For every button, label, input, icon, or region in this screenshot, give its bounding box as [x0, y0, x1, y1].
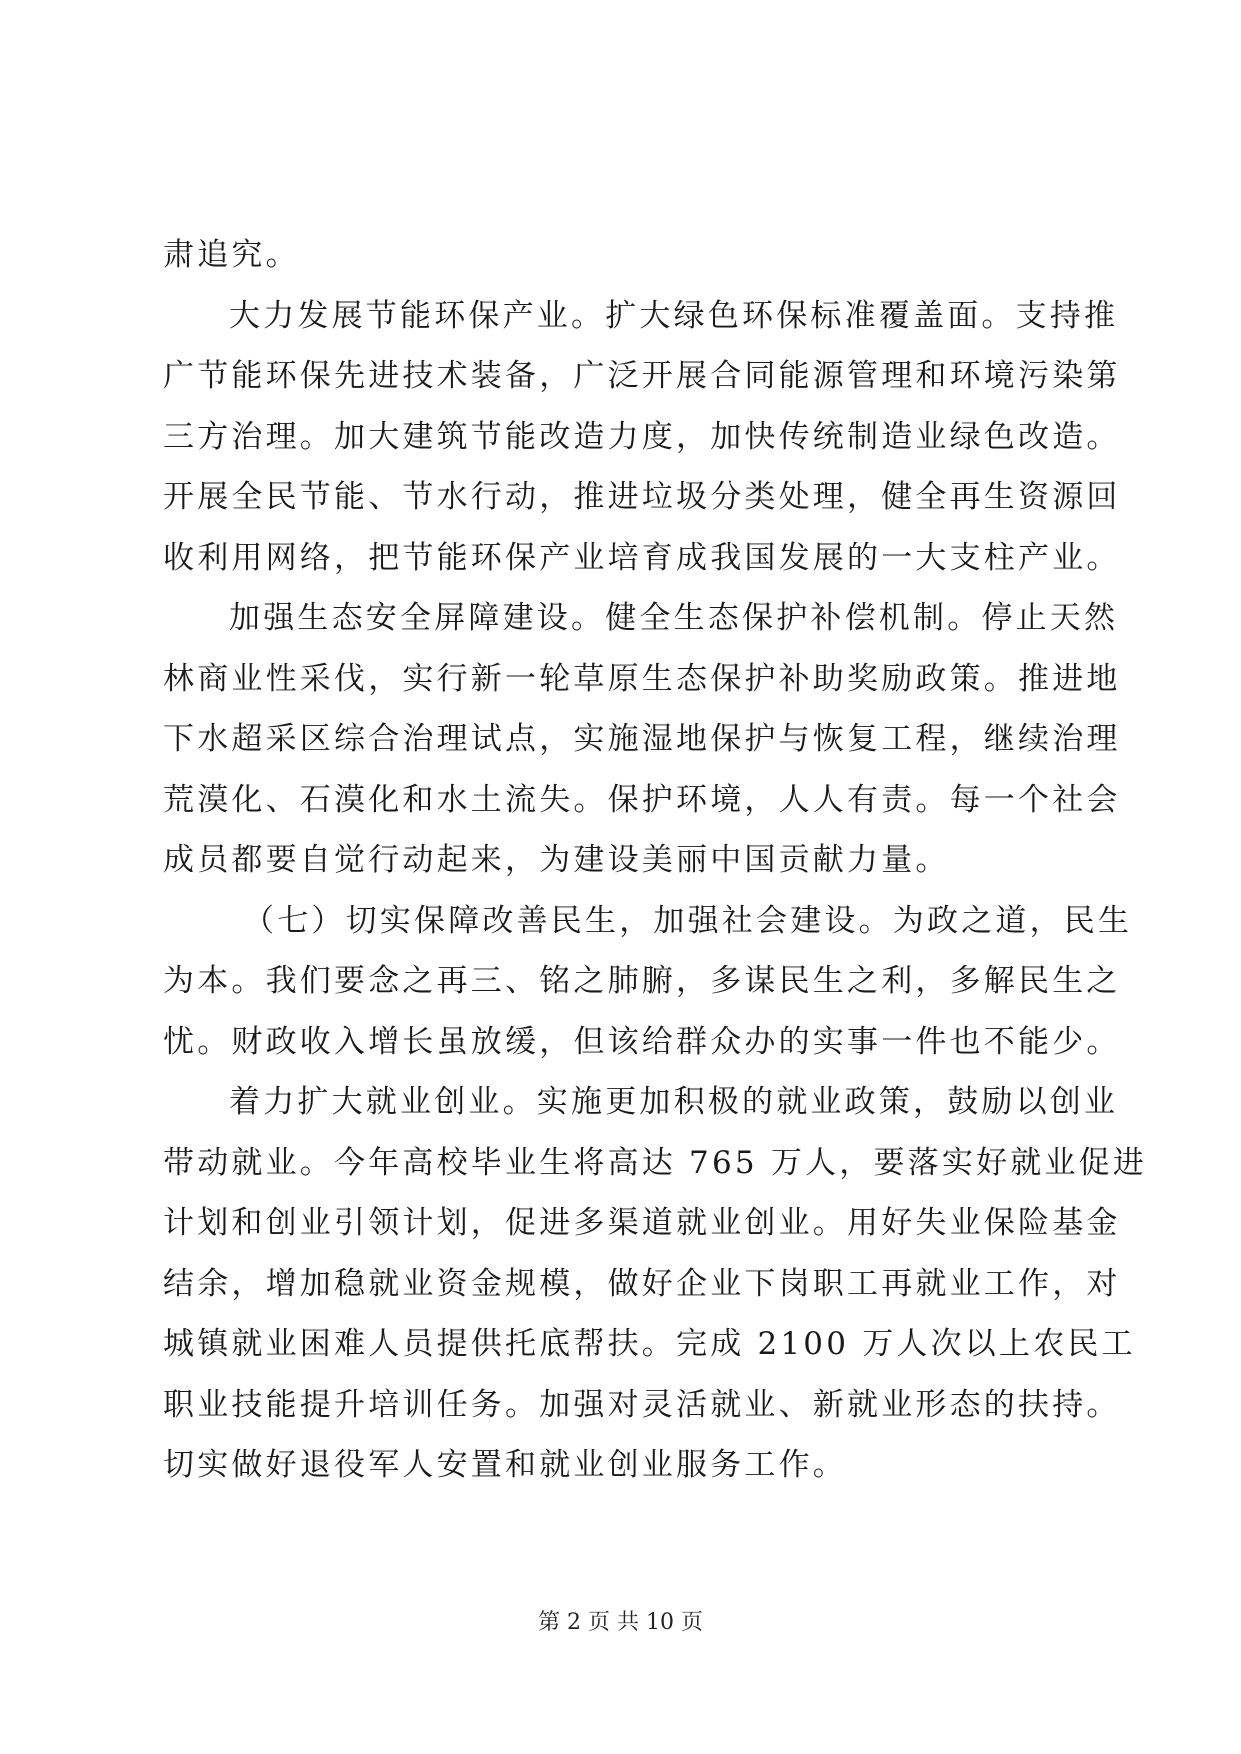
text-line: 忧。财政收入增长虽放缓，但该给群众办的实事一件也不能少。 [163, 1023, 1121, 1060]
text-line: 下水超采区综合治理试点，实施湿地保护与恢复工程，继续治理 [163, 721, 1121, 757]
text-line: 城镇就业困难人员提供托底帮扶。完成 2100 万人次以上农民工 [163, 1326, 1136, 1362]
paragraph-start-line: 大力发展节能环保产业。扩大绿色环保标准覆盖面。支持推 [229, 297, 1119, 334]
document-body [163, 225, 1148, 1496]
text-line: 为本。我们要念之再三、铭之肺腑，多谋民生之利，多解民生之 [163, 963, 1121, 999]
paragraph-start-line: （七）切实保障改善民生，加强社会建设。为政之道，民生 [243, 902, 1133, 939]
text-line: 开展全民节能、节水行动，推进垃圾分类处理，健全再生资源回 [163, 479, 1121, 515]
text-line: 职业技能提升培训任务。加强对灵活就业、新就业形态的扶持。 [163, 1386, 1121, 1423]
page-number-footer: 第 2 页 共 10 页 [538, 1610, 703, 1635]
text-line: 广节能环保先进技术装备，广泛开展合同能源管理和环境污染第 [163, 358, 1121, 394]
text-line: 三方治理。加大建筑节能改造力度，加快传统制造业绿色改造。 [163, 418, 1121, 455]
text-line: 肃追究。 [163, 237, 300, 273]
text-line: 荒漠化、石漠化和水土流失。保护环境，人人有责。每一个社会 [163, 781, 1121, 818]
text-line: 结余，增加稳就业资金规模，做好企业下岗职工再就业工作，对 [163, 1265, 1121, 1302]
text-line: 带动就业。今年高校毕业生将高达 765 万人，要落实好就业促进 [163, 1144, 1148, 1181]
text-line: 成员都要自觉行动起来，为建设美丽中国贡献力量。 [163, 842, 950, 878]
text-line: 计划和创业引领计划，促进多渠道就业创业。用好失业保险基金 [163, 1205, 1121, 1241]
paragraph-start-line: 着力扩大就业创业。实施更加积极的就业政策，鼓励以创业 [229, 1084, 1119, 1120]
text-line: 林商业性采伐，实行新一轮草原生态保护补助奖励政策。推进地 [163, 660, 1121, 697]
paragraph-start-line: 加强生态安全屏障建设。健全生态保护补偿机制。停止天然 [229, 600, 1119, 636]
text-line: 切实做好退役军人安置和就业创业服务工作。 [163, 1447, 847, 1483]
text-line: 收利用网络，把节能环保产业培育成我国发展的一大支柱产业。 [163, 539, 1121, 576]
